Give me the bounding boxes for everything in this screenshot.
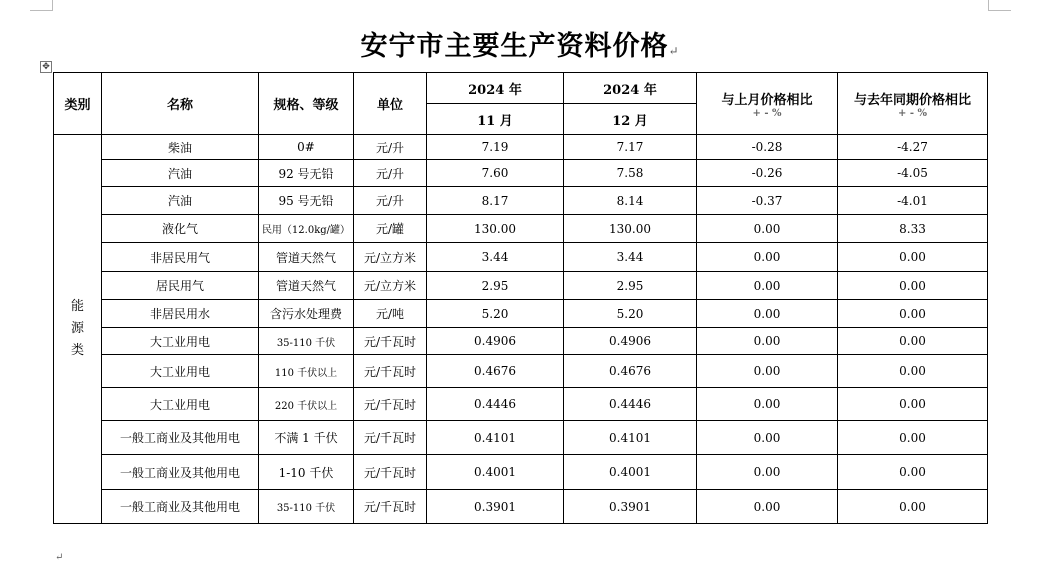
unit-cell: 元/升 bbox=[354, 160, 427, 187]
header-dec-month: 12 月 bbox=[564, 104, 697, 135]
mom-change-cell: 0.00 bbox=[697, 355, 838, 388]
mom-change-cell: 0.00 bbox=[697, 421, 838, 455]
dec-price-cell: 0.4676 bbox=[564, 355, 697, 388]
title-text: 安宁市主要生产资料价格 bbox=[360, 31, 669, 62]
table-row bbox=[54, 490, 988, 524]
name-cell: 非居民用水 bbox=[102, 300, 259, 328]
header-mom-sign: + - % bbox=[752, 107, 782, 119]
header-spec: 规格、等级 bbox=[259, 73, 354, 135]
name-cell: 居民用气 bbox=[102, 272, 259, 300]
table-row bbox=[54, 355, 988, 388]
paragraph-mark-icon: ↵ bbox=[668, 44, 680, 58]
yoy-change-cell: -4.01 bbox=[838, 187, 988, 215]
dec-price-cell: 0.4101 bbox=[564, 421, 697, 455]
spec-cell: 管道天然气 bbox=[259, 272, 354, 300]
spec-cell: 不满 1 千伏 bbox=[259, 421, 354, 455]
name-cell: 汽油 bbox=[102, 187, 259, 215]
nov-price-cell: 2.95 bbox=[427, 272, 564, 300]
table-row bbox=[54, 421, 988, 455]
unit-cell: 元/升 bbox=[354, 135, 427, 160]
header-unit: 单位 bbox=[354, 73, 427, 135]
mom-change-cell: -0.28 bbox=[697, 135, 838, 160]
yoy-change-cell: 0.00 bbox=[838, 243, 988, 272]
mom-change-cell: 0.00 bbox=[697, 388, 838, 421]
table-row bbox=[54, 328, 988, 355]
category-cell bbox=[54, 135, 102, 524]
table-row bbox=[54, 160, 988, 187]
header-yoy bbox=[838, 73, 988, 135]
name-cell: 液化气 bbox=[102, 215, 259, 243]
spec-cell: 220 千伏以上 bbox=[259, 388, 354, 421]
table-row bbox=[54, 243, 988, 272]
unit-cell: 元/千瓦时 bbox=[354, 421, 427, 455]
name-cell: 柴油 bbox=[102, 135, 259, 160]
header-name: 名称 bbox=[102, 73, 259, 135]
table-row bbox=[54, 135, 988, 160]
category-char: 能 bbox=[70, 299, 84, 314]
dec-price-cell: 8.14 bbox=[564, 187, 697, 215]
dec-price-cell: 0.3901 bbox=[564, 490, 697, 524]
price-table bbox=[53, 72, 988, 524]
header-row-1 bbox=[54, 73, 988, 104]
yoy-change-cell: -4.05 bbox=[838, 160, 988, 187]
unit-cell: 元/升 bbox=[354, 187, 427, 215]
header-nov-month: 11 月 bbox=[427, 104, 564, 135]
document-title bbox=[0, 24, 1040, 63]
spec-cell: 0# bbox=[259, 135, 354, 160]
dec-price-cell: 5.20 bbox=[564, 300, 697, 328]
dec-price-cell: 7.17 bbox=[564, 135, 697, 160]
mom-change-cell: 0.00 bbox=[697, 455, 838, 490]
unit-cell: 元/罐 bbox=[354, 215, 427, 243]
dec-price-cell: 0.4906 bbox=[564, 328, 697, 355]
nov-price-cell: 0.3901 bbox=[427, 490, 564, 524]
nov-price-cell: 0.4101 bbox=[427, 421, 564, 455]
spec-cell: 95 号无铅 bbox=[259, 187, 354, 215]
mom-change-cell: -0.37 bbox=[697, 187, 838, 215]
unit-cell: 元/千瓦时 bbox=[354, 490, 427, 524]
spec-cell: 35-110 千伏 bbox=[259, 490, 354, 524]
name-cell: 一般工商业及其他用电 bbox=[102, 490, 259, 524]
nov-price-cell: 0.4676 bbox=[427, 355, 564, 388]
mom-change-cell: 0.00 bbox=[697, 243, 838, 272]
yoy-change-cell: 0.00 bbox=[838, 388, 988, 421]
header-yoy-label: 与去年同期价格相比 bbox=[853, 92, 971, 108]
name-cell: 大工业用电 bbox=[102, 328, 259, 355]
table-row bbox=[54, 215, 988, 243]
dec-price-cell: 7.58 bbox=[564, 160, 697, 187]
name-cell: 大工业用电 bbox=[102, 355, 259, 388]
header-mom-label: 与上月价格相比 bbox=[721, 92, 813, 108]
yoy-change-cell: 0.00 bbox=[838, 328, 988, 355]
dec-price-cell: 0.4446 bbox=[564, 388, 697, 421]
name-cell: 非居民用气 bbox=[102, 243, 259, 272]
yoy-change-cell: 0.00 bbox=[838, 421, 988, 455]
unit-cell: 元/立方米 bbox=[354, 272, 427, 300]
table-row bbox=[54, 272, 988, 300]
dec-price-cell: 3.44 bbox=[564, 243, 697, 272]
nov-price-cell: 130.00 bbox=[427, 215, 564, 243]
nov-price-cell: 7.60 bbox=[427, 160, 564, 187]
spec-cell: 35-110 千伏 bbox=[259, 328, 354, 355]
yoy-change-cell: 0.00 bbox=[838, 455, 988, 490]
yoy-change-cell: 0.00 bbox=[838, 300, 988, 328]
nov-price-cell: 8.17 bbox=[427, 187, 564, 215]
spec-cell: 民用（12.0kg/罐） bbox=[259, 215, 354, 243]
yoy-change-cell: 0.00 bbox=[838, 272, 988, 300]
yoy-change-cell: -4.27 bbox=[838, 135, 988, 160]
table-row bbox=[54, 300, 988, 328]
table-row bbox=[54, 187, 988, 215]
spec-cell: 含污水处理费 bbox=[259, 300, 354, 328]
yoy-change-cell: 0.00 bbox=[838, 355, 988, 388]
nov-price-cell: 0.4001 bbox=[427, 455, 564, 490]
header-mom bbox=[697, 73, 838, 135]
spec-cell: 1-10 千伏 bbox=[259, 455, 354, 490]
nov-price-cell: 3.44 bbox=[427, 243, 564, 272]
dec-price-cell: 2.95 bbox=[564, 272, 697, 300]
yoy-change-cell: 0.00 bbox=[838, 490, 988, 524]
table-row bbox=[54, 388, 988, 421]
mom-change-cell: 0.00 bbox=[697, 490, 838, 524]
name-cell: 一般工商业及其他用电 bbox=[102, 455, 259, 490]
spec-cell: 管道天然气 bbox=[259, 243, 354, 272]
spec-cell: 92 号无铅 bbox=[259, 160, 354, 187]
category-char: 类 bbox=[70, 343, 84, 358]
footer-paragraph-mark-icon: ↵ bbox=[55, 552, 64, 563]
category-char: 源 bbox=[70, 321, 84, 336]
page-corner-mark-left bbox=[30, 0, 53, 11]
dec-price-cell: 0.4001 bbox=[564, 455, 697, 490]
header-dec-year: 2024 年 bbox=[564, 73, 697, 104]
price-table-body bbox=[54, 135, 988, 524]
name-cell: 汽油 bbox=[102, 160, 259, 187]
unit-cell: 元/立方米 bbox=[354, 243, 427, 272]
mom-change-cell: 0.00 bbox=[697, 272, 838, 300]
yoy-change-cell: 8.33 bbox=[838, 215, 988, 243]
mom-change-cell: 0.00 bbox=[697, 215, 838, 243]
nov-price-cell: 7.19 bbox=[427, 135, 564, 160]
unit-cell: 元/千瓦时 bbox=[354, 328, 427, 355]
header-category: 类别 bbox=[54, 73, 102, 135]
unit-cell: 元/千瓦时 bbox=[354, 455, 427, 490]
name-cell: 大工业用电 bbox=[102, 388, 259, 421]
mom-change-cell: -0.26 bbox=[697, 160, 838, 187]
mom-change-cell: 0.00 bbox=[697, 300, 838, 328]
page-corner-mark-right bbox=[988, 0, 1011, 11]
mom-change-cell: 0.00 bbox=[697, 328, 838, 355]
spec-cell: 110 千伏以上 bbox=[259, 355, 354, 388]
name-cell: 一般工商业及其他用电 bbox=[102, 421, 259, 455]
header-yoy-sign: + - % bbox=[898, 107, 927, 119]
unit-cell: 元/千瓦时 bbox=[354, 388, 427, 421]
unit-cell: 元/吨 bbox=[354, 300, 427, 328]
dec-price-cell: 130.00 bbox=[564, 215, 697, 243]
table-move-handle-icon[interactable]: ✥ bbox=[40, 61, 52, 73]
table-row bbox=[54, 455, 988, 490]
unit-cell: 元/千瓦时 bbox=[354, 355, 427, 388]
nov-price-cell: 0.4906 bbox=[427, 328, 564, 355]
nov-price-cell: 0.4446 bbox=[427, 388, 564, 421]
nov-price-cell: 5.20 bbox=[427, 300, 564, 328]
header-nov-year: 2024 年 bbox=[427, 73, 564, 104]
